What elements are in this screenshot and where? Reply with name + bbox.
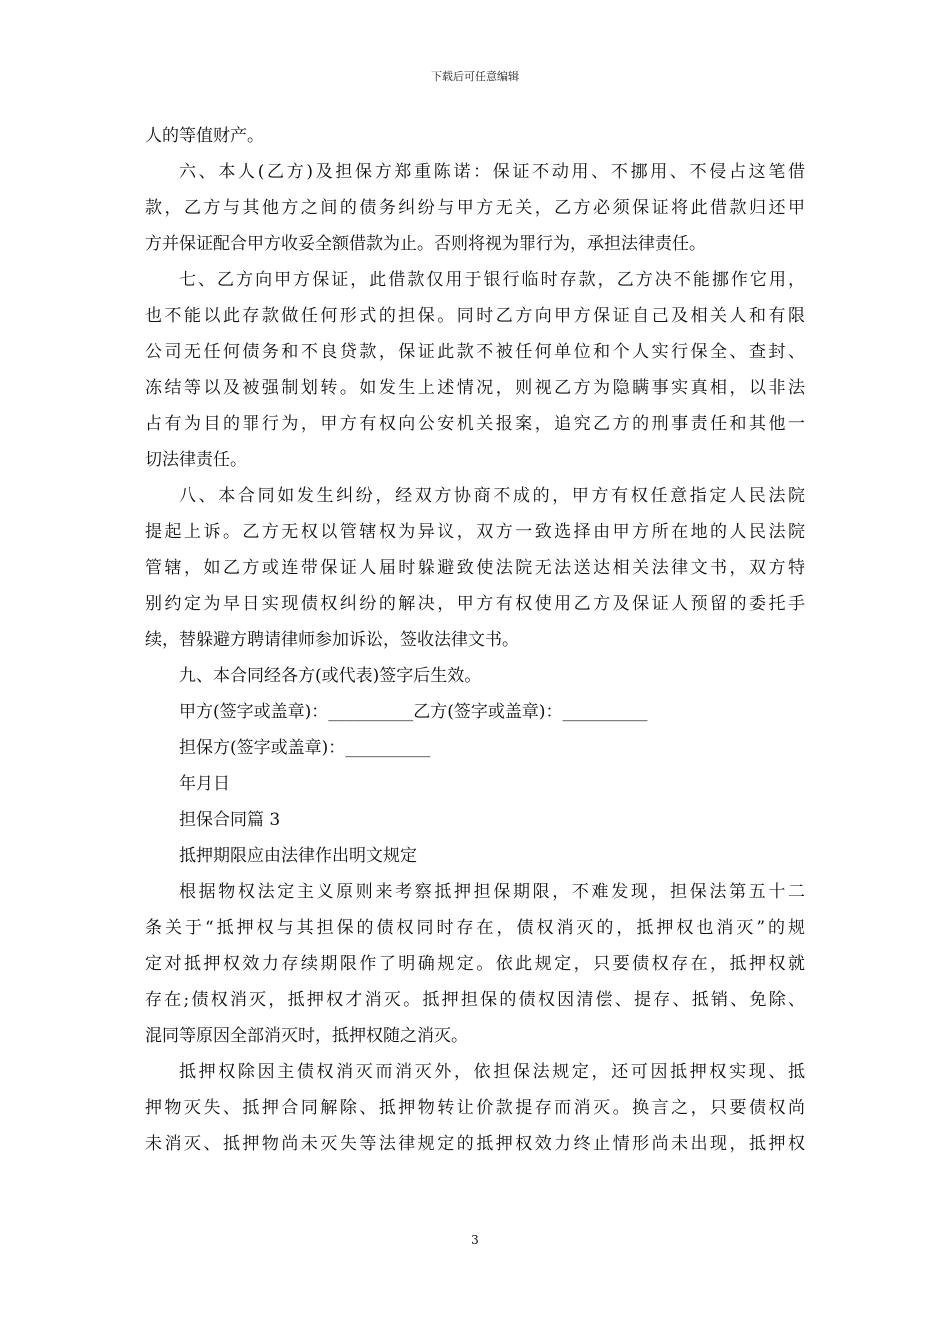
text-line: 方并保证配合甲方收妥全额借款为止。否则将视为罪行为，承担法律责任。 [145, 234, 706, 254]
text-line: 管辖，如乙方或连带保证人届时躲避致使法院无法送达相关法律文书，双方特 [145, 558, 805, 578]
text-line: 抵押期限应由法律作出明文规定 [179, 846, 417, 866]
text-line: 也不能以此存款做任何形式的担保。同时乙方向甲方保证自己及相关人和有限 [145, 306, 805, 326]
document-body [145, 118, 805, 1162]
text-line: 切法律责任。 [145, 450, 247, 470]
text-line: 续，替躲避方聘请律师参加诉讼，签收法律文书。 [145, 630, 519, 650]
text-line: 人的等值财产。 [145, 126, 264, 146]
text-line: 冻结等以及被强制划转。如发生上述情况，则视乙方为隐瞒事实真相，以非法 [145, 378, 805, 398]
text-line: 根据物权法定主义原则来考察抵押担保期限，不难发现，担保法第五十二 [179, 882, 805, 902]
text-line: 抵押权除因主债权消灭而消灭外，依担保法规定，还可因抵押权实现、抵 [179, 1062, 805, 1082]
text-line: 六、本人(乙方)及担保方郑重陈诺：保证不动用、不挪用、不侵占这笔借 [179, 162, 805, 182]
text-line: 条关于“抵押权与其担保的债权同时存在，债权消灭的，抵押权也消灭”的规 [145, 918, 805, 938]
text-line: 押物灭失、抵押合同解除、抵押物转让价款提存而消灭。换言之，只要债权尚 [145, 1098, 805, 1118]
text-line: 别约定为早日实现债权纠纷的解决，甲方有权使用乙方及保证人预留的委托手 [145, 594, 805, 614]
text-line: 未消灭、抵押物尚未灭失等法律规定的抵押权效力终止情形尚未出现，抵押权 [145, 1134, 805, 1154]
text-line: 甲方(签字或盖章)：__________乙方(签字或盖章)：__________ [179, 702, 648, 722]
text-line: 定对抵押权效力存续期限作了明确规定。依此规定，只要债权存在，抵押权就 [145, 954, 805, 974]
text-line: 款，乙方与其他方之间的债务纠纷与甲方无关，乙方必须保证将此借款归还甲 [145, 198, 805, 218]
text-line: 存在;债权消灭，抵押权才消灭。抵押担保的债权因清偿、提存、抵销、免除、 [145, 990, 805, 1010]
text-line: 年月日 [179, 774, 230, 794]
text-line: 担保合同篇 3 [179, 810, 281, 830]
text-line: 占有为目的罪行为，甲方有权向公安机关报案，追究乙方的刑事责任和其他一 [145, 414, 805, 434]
text-line: 八、本合同如发生纠纷，经双方协商不成的，甲方有权任意指定人民法院 [179, 486, 805, 506]
text-line: 担保方(签字或盖章)：__________ [179, 738, 431, 758]
text-line: 九、本合同经各方(或代表)签字后生效。 [179, 666, 482, 686]
page-header: 下载后可任意编辑 [431, 70, 519, 83]
text-line: 七、乙方向甲方保证，此借款仅用于银行临时存款，乙方决不能挪作它用， [179, 270, 805, 290]
text-line: 混同等原因全部消灭时，抵押权随之消灭。 [145, 1026, 468, 1046]
page-number: 3 [471, 1233, 479, 1247]
text-line: 提起上诉。乙方无权以管辖权为异议，双方一致选择由甲方所在地的人民法院 [145, 522, 805, 542]
text-line: 公司无任何债务和不良贷款，保证此款不被任何单位和个人实行保全、查封、 [145, 342, 805, 362]
